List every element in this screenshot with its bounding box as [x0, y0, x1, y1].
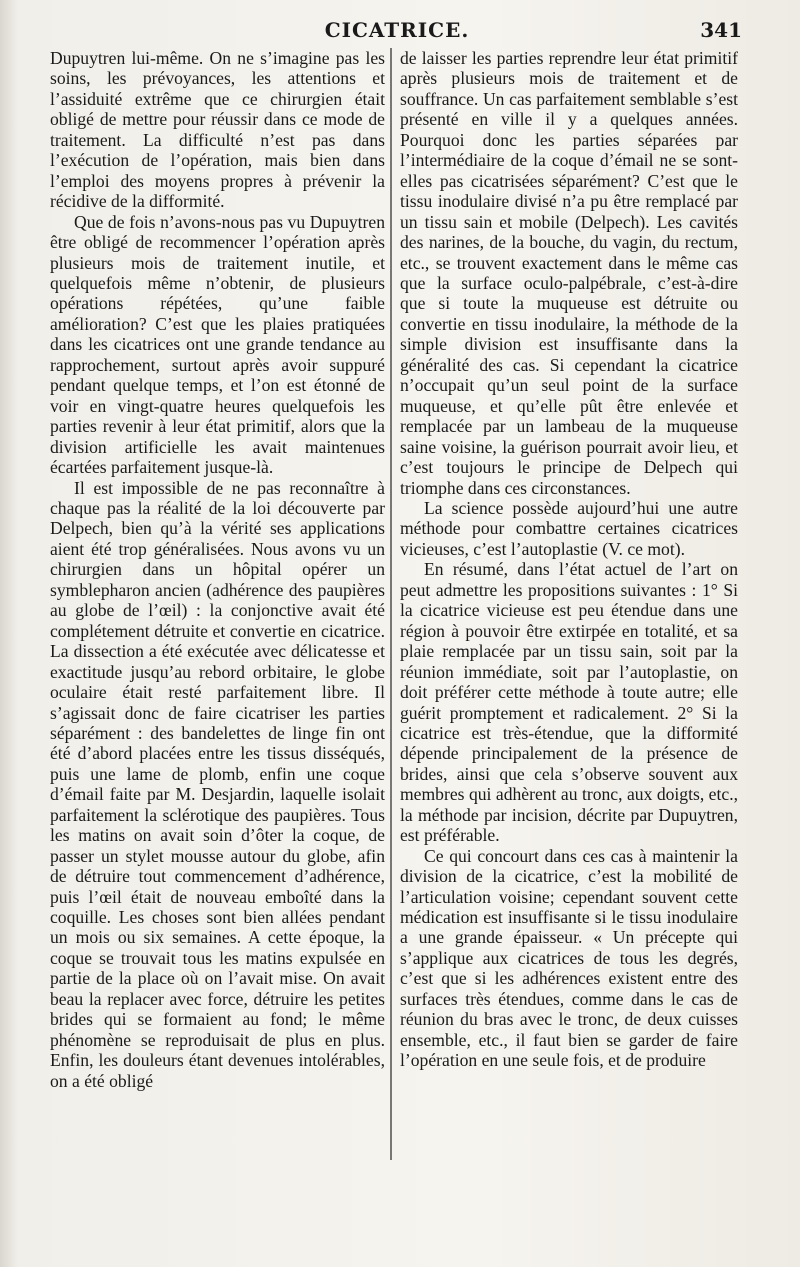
paragraph: La science possède aujourd’hui une autre méthode pour combattre certaines cicatrices vicieuses, c’est l’autoplastie (V. ce mot).: [400, 497, 738, 559]
paragraph: Dupuytren lui-même. On ne s’imagine pas les soins, les prévoyances, les attentions et l’assiduité extrême que ce chirurgien était obligé de mettre pour réussir dans ce mode de traitement. La difficulté n’est pas dans l’exécution de l’opération, mais bien dans l’emploi des moyens propres à prévenir la récidive de la difformité.: [50, 48, 385, 212]
paragraph: Que de fois n’avons-nous pas vu Dupuytren être obligé de recommencer l’opération après plusieurs mois de traitement inutile, et quelquefois même n’obtenir, de plusieurs opérations répétées, qu’une faible amélioration? C’est que les plaies pratiquées dans les cicatrices ont une grande tendance au rapprochement, surtout après avoir suppuré pendant quelque temps, et l’on est étonné de voir en vingt-quatre heures quelquefois les parties revenir à leur état primitif, alors que la division artificielle les avait maintenues écartées parfaitement jusque-là.: [50, 211, 385, 478]
running-head: [52, 18, 742, 46]
column-divider: [390, 48, 392, 1160]
page-title: CICATRICE.: [324, 18, 470, 42]
paragraph: de laisser les parties reprendre leur état primitif après plusieurs mois de traitement et de souffrance. Un cas parfaitement semblable s’est présenté en ville il y a quelques années. Pourquoi donc les parties séparées par l’intermédiaire de la coque d’émail ne se sont-elles pas cicatrisées séparément? C’est que le tissu inodulaire divisé n’a pu être remplacé par un tissu sain et mobile (Delpech). Les cavités des narines, de la bouche, du vagin, du rectum, etc., se trouvent exactement dans le même cas que la surface oculo-palpébrale, c’est-à-dire que si toute la muqueuse est détruite ou convertie en tissu inodulaire, la méthode de la simple division est insuffisante dans la généralité des cas. Si cependant la cicatrice n’occupait qu’un seul point de la surface muqueuse, et qu’elle pût être enlevée et remplacée par un lambeau de la muqueuse saine voisine, la guérison pourrait avoir lieu, et c’est toujours le principe de Delpech qui triomphe dans ces circonstances.: [400, 48, 738, 498]
paragraph: Ce qui concourt dans ces cas à maintenir la division de la cicatrice, c’est la mobilité de l’articulation voisine; cependant souvent cette médication est insuffisante si le tissu inodulaire a une grande épaisseur. « Un précepte qui s’applique aux cicatrices de tous les degrés, c’est que si les adhérences existent entre des surfaces très étendues, comme dans le cas de réunion du bras avec le tronc, de deux cuisses ensemble, etc., il faut bien se garder de faire l’opération en une seule fois, et de produire: [400, 845, 738, 1071]
page-number: 341: [700, 18, 742, 42]
left-column: [50, 48, 385, 1091]
right-column: [400, 48, 738, 1071]
paragraph: En résumé, dans l’état actuel de l’art on peut admettre les propositions suivantes : 1° Si la cicatrice vicieuse est peu étendue dans une région à pouvoir être extirpée en totalité, et sa plaie remplacée par un tissu sain, soit par la réunion immédiate, soit par l’autoplastie, on doit préférer cette méthode à toute autre; elle guérit promptement et radicalement. 2° Si la cicatrice est très-étendue, que la difformité dépende principalement de la présence de brides, ainsi que cela s’observe souvent aux membres qui adhèrent au tronc, aux doigts, etc., la méthode par incision, décrite par Dupuytren, est préférable.: [400, 559, 738, 846]
paragraph: Il est impossible de ne pas reconnaître à chaque pas la réalité de la loi découverte par Delpech, bien qu’à la vérité ses applications aient été trop généralisées. Nous avons vu un chirurgien dans un hôpital opérer un symblepharon ancien (adhérence des paupières au globe de l’œil) : la conjonctive avait été complétement détruite et convertie en cicatrice. La dissection a été exécutée avec délicatesse et exactitude jusqu’au rebord orbitaire, le globe oculaire était resté parfaitement libre. Il s’agissait donc de faire cicatriser les parties séparément : des bandelettes de linge fin ont été d’abord placées entre les tissus disséqués, puis une lame de plomb, enfin une coque d’émail faite par M. Desjardin, laquelle isolait parfaitement la sclérotique des paupières. Tous les matins on avait soin d’ôter la coque, de passer un stylet mousse autour du globe, afin de détruire tout commencement d’adhérence, puis l’œil était de nouveau emboîté dans la coquille. Les choses sont bien allées pendant un mois ou six semaines. A cette époque, la coque se trouvait tous les matins expulsée en partie de la place où on l’avait mise. On avait beau la replacer avec force, détruire les petites brides qui se formaient au fond; le même phénomène se reproduisait de plus en plus. Enfin, les douleurs étant devenues intolérables, on a été obligé: [50, 477, 385, 1091]
